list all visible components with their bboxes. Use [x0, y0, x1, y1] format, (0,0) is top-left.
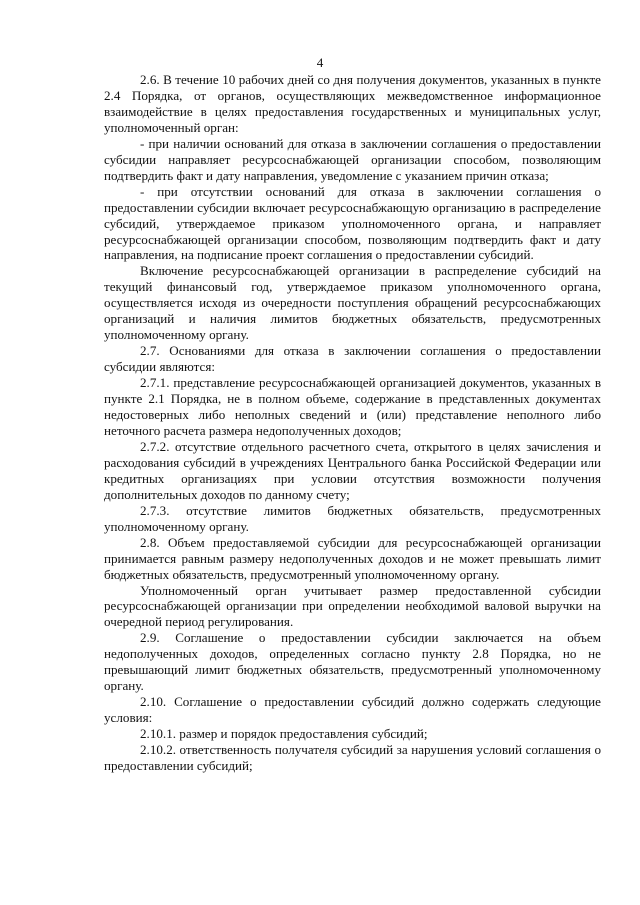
document-body — [104, 72, 601, 774]
paragraph-inclusion: - при отсутствии оснований для отказа в заключении соглашения о предоставлении субсидии включает ресурсоснабжающую организацию в распределение субсидий, утверждаемое приказом уполномоченного органа, и направляет ресурсоснабжающей организации способом, позволяющим подтвердить факт и дату направления, на подписание проект соглашения о предоставлении субсидий. — [104, 183, 601, 263]
paragraph-2-6: 2.6. В течение 10 рабочих дней со дня получения документов, указанных в пункте 2.4 Порядка, от органов, осуществляющих межведомственное информационное взаимодействие в целях предоставления государственных и муниципальных услуг, уполномоченный орган: — [104, 72, 601, 135]
paragraph-2-7-1: 2.7.1. представление ресурсоснабжающей организацией документов, указанных в пункте 2.1 Порядка, не в полном объеме, содержание в представленных документах недостоверных либо неполных сведений и (или) представление неполного либо неточного расчета размера недополученных доходов; — [104, 375, 601, 438]
paragraph-2-7-2: 2.7.2. отсутствие отдельного расчетного счета, открытого в целях зачисления и расходования субсидий в учреждениях Центрального банка Российской Федерации или кредитных организациях при условии отсутствия возможности получения дополнительных доходов по данному счету; — [104, 438, 601, 502]
paragraph-subsidy-accounting: Уполномоченный орган учитывает размер предоставленной субсидии ресурсоснабжающей организации при определении необходимой валовой выручки на очередной период регулирования. — [104, 582, 601, 630]
paragraph-2-10-1: 2.10.1. размер и порядок предоставления субсидий; — [140, 726, 428, 742]
paragraph-2-8: 2.8. Объем предоставляемой субсидии для ресурсоснабжающей организации принимается равным размеру недополученных доходов и не может превышать лимит бюджетных обязательств, предусмотренный уполномоченному органу. — [104, 534, 601, 582]
paragraph-2-7-3: 2.7.3. отсутствие лимитов бюджетных обязательств, предусмотренных уполномоченному органу. — [104, 502, 601, 534]
paragraph-refusal-notice: - при наличии оснований для отказа в заключении соглашения о предоставлении субсидии направляет ресурсоснабжающей организации способом, позволяющим подтвердить факт и дату направления, уведомление с указанием причин отказа; — [104, 135, 601, 183]
page-number: 4 — [316, 55, 324, 70]
paragraph-inclusion-order: Включение ресурсоснабжающей организации в распределение субсидий на текущий финансовый год, утверждаемое приказом уполномоченного органа, осуществляется исходя из очередности поступления обращений ресурсоснабжающих организаций и наличия лимитов бюджетных обязательств, предусмотренных уполномоченному органу. — [104, 263, 601, 343]
paragraph-2-10-2: 2.10.2. ответственность получателя субсидий за нарушения условий соглашения о предоставлении субсидий; — [104, 742, 601, 773]
paragraph-2-9: 2.9. Соглашение о предоставлении субсидии заключается на объем недополученных доходов, определенных согласно пункту 2.8 Порядка, но не превышающий лимит бюджетных обязательств, предусмотренный уполномоченному органу. — [104, 630, 601, 694]
paragraph-2-10: 2.10. Соглашение о предоставлении субсидий должно содержать следующие условия: — [104, 694, 601, 726]
paragraph-2-7: 2.7. Основаниями для отказа в заключении соглашения о предоставлении субсидии являются: — [104, 343, 601, 375]
